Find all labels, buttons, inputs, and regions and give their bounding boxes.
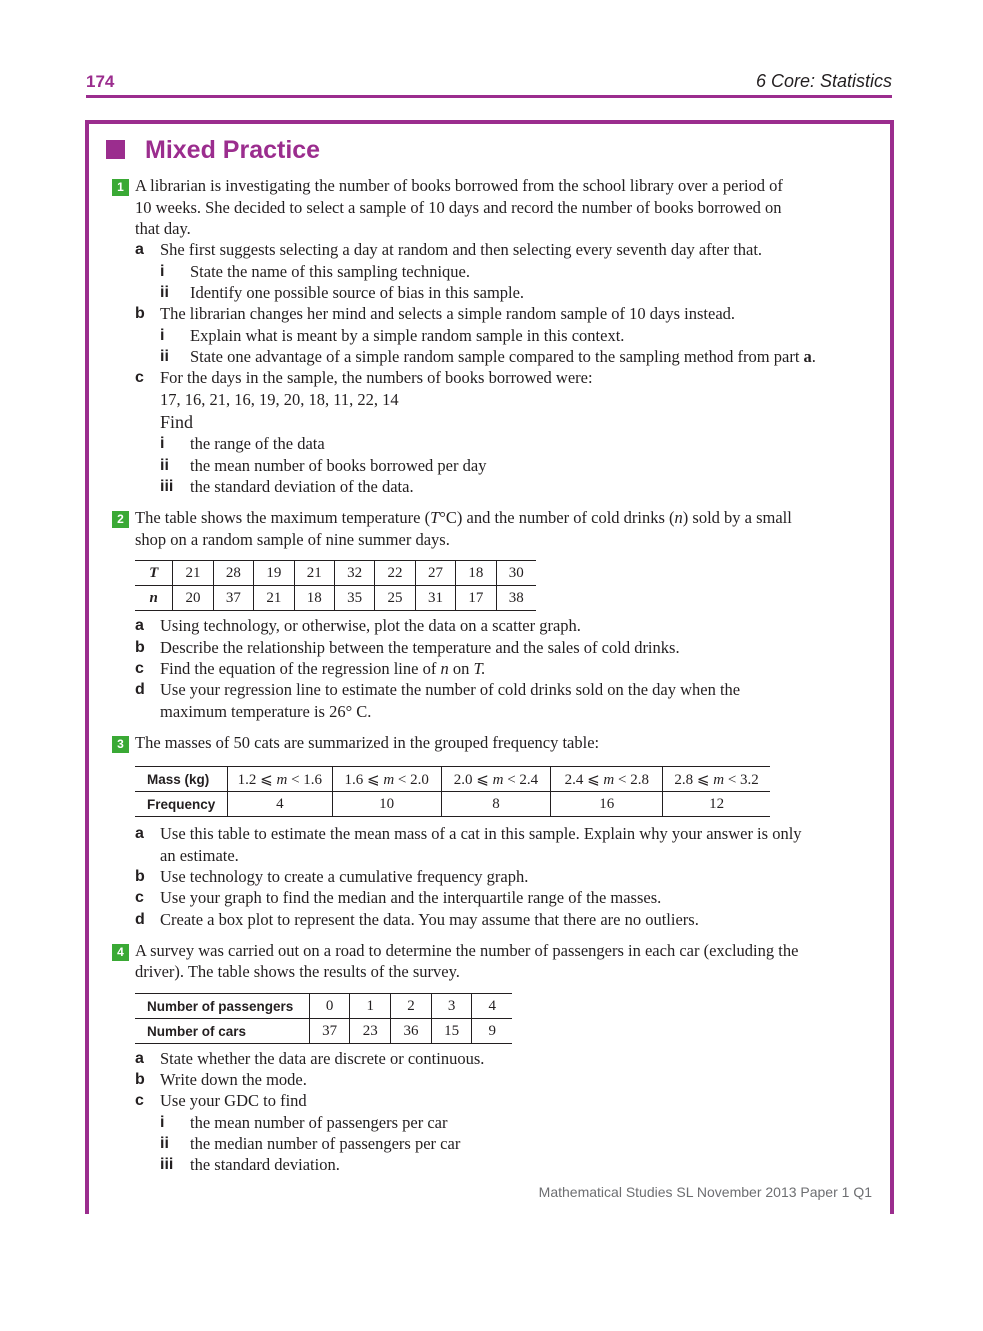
q4-part-c-iii-label: iii [160,1156,174,1173]
q2-part-a-label: a [135,617,144,634]
table-cell: 0 [309,994,350,1019]
q1-part-c-find: Find [160,412,194,432]
table-cell: 35 [334,586,374,611]
q4-part-c-i-label: i [160,1114,165,1131]
q1-part-c-ii-label: ii [160,457,169,474]
table-cell: 1.6 ⩽ m < 2.0 [332,767,441,792]
q1-part-c-iii-label: iii [160,478,174,495]
q1-part-c-iii: the standard deviation of the data. [190,477,414,496]
table-cell: 18 [456,561,496,586]
q1-part-b-ii: State one advantage of a simple random sample compared to the sampling method from part a. [190,347,816,366]
q1-part-a: She first suggests selecting a day at random and then selecting every seventh day after that. [160,240,763,259]
table-cell: 32 [334,561,374,586]
table-cell: 10 [332,792,441,817]
table-cell: 37 [309,1019,350,1044]
table-cell: 15 [431,1019,472,1044]
table-cell: 12 [663,792,770,817]
table-cell: 37 [213,586,253,611]
table-header-mass: Mass (kg) [135,767,227,792]
table-row [135,1019,512,1044]
table-header-T: T [135,561,173,586]
table-cell: 20 [173,586,213,611]
q3-part-d: Create a box plot to represent the data. You may assume that there are no outliers. [160,910,699,929]
table-cell: 19 [254,561,294,586]
table-cell: 1 [350,994,391,1019]
table-cell: 28 [213,561,253,586]
table-cell: 4 [227,792,332,817]
question-3-number: 3 [112,736,129,753]
q2-stem-line-1: The table shows the maximum temperature (T°C) and the number of cold drinks (n) sold by a small [135,508,792,527]
table-cell: 17 [456,586,496,611]
q4-part-c: Use your GDC to find [160,1091,307,1110]
table-cell: 2 [391,994,432,1019]
table-cell: 38 [496,586,536,611]
q1-part-c-label: c [135,369,144,386]
q1-part-c-i-label: i [160,435,165,452]
q4-part-c-label: c [135,1092,144,1109]
running-head: 6 Core: Statistics [755,71,892,91]
table-header-frequency: Frequency [135,792,227,817]
table-cell: 22 [375,561,415,586]
table-cell: 21 [173,561,213,586]
q2-part-b-label: b [135,639,145,656]
table-cell: 4 [472,994,512,1019]
table-cell: 8 [441,792,551,817]
table-header-n: n [135,586,173,611]
q1-stem-line-1: A librarian is investigating the number of books borrowed from the school library over a period of [135,176,783,195]
q1-part-a-label: a [135,241,144,258]
q4-part-a: State whether the data are discrete or continuous. [160,1049,485,1068]
q2-part-c-label: c [135,660,144,677]
q2-part-d-line-2: maximum temperature is 26° C. [160,702,372,721]
table-cell: 21 [254,586,294,611]
table-row [135,767,770,792]
q1-part-c: For the days in the sample, the numbers of books borrowed were: [160,368,593,387]
header-rule [86,95,892,98]
q4-stem-line-2: driver). The table shows the results of the survey. [135,962,460,981]
table-row [135,994,512,1019]
table-cell: 2.8 ⩽ m < 3.2 [663,767,770,792]
passengers-table [135,993,512,1044]
q2-part-b: Describe the relationship between the temperature and the sales of cold drinks. [160,638,680,657]
q2-stem-line-2: shop on a random sample of nine summer days. [135,530,450,549]
q3-part-a-label: a [135,825,144,842]
table-cell: 31 [415,586,455,611]
table-cell: 2.4 ⩽ m < 2.8 [551,767,663,792]
q3-part-b: Use technology to create a cumulative frequency graph. [160,867,529,886]
exam-source-citation: Mathematical Studies SL November 2013 Paper 1 Q1 [538,1184,872,1200]
table-cell: 16 [551,792,663,817]
question-4-number: 4 [112,944,129,961]
q4-part-b: Write down the mode. [160,1070,307,1089]
table-cell: 25 [375,586,415,611]
q1-part-c-i: the range of the data [190,434,325,453]
q3-part-a-line-1: Use this table to estimate the mean mass of a cat in this sample. Explain why your answer is only [160,824,802,843]
q1-part-a-ii-label: ii [160,284,169,301]
temperature-drinks-table [135,560,536,611]
q1-part-a-ii: Identify one possible source of bias in this sample. [190,283,525,302]
q4-part-c-ii: the median number of passengers per car [190,1134,461,1153]
q1-part-b: The librarian changes her mind and selects a simple random sample of 10 days instead. [160,304,736,323]
q3-part-c: Use your graph to find the median and the interquartile range of the masses. [160,888,662,907]
table-row [135,586,536,611]
q1-part-b-ii-label: ii [160,348,169,365]
q1-part-c-ii: the mean number of books borrowed per day [190,456,487,475]
q1-part-b-i: Explain what is meant by a simple random sample in this context. [190,326,625,345]
q2-part-d-label: d [135,681,145,698]
q4-part-c-i: the mean number of passengers per car [190,1113,448,1132]
table-cell: 3 [431,994,472,1019]
q4-part-b-label: b [135,1071,145,1088]
table-cell: 27 [415,561,455,586]
cat-mass-frequency-table [135,766,770,817]
table-row [135,561,536,586]
q3-part-d-label: d [135,911,145,928]
page-number: 174 [86,72,115,91]
q1-stem-line-3: that day. [135,219,191,238]
table-cell: 23 [350,1019,391,1044]
q2-part-c: Find the equation of the regression line of n on T. [160,659,486,678]
q2-part-a: Using technology, or otherwise, plot the data on a scatter graph. [160,616,581,635]
q4-stem-line-1: A survey was carried out on a road to determine the number of passengers in each car (excluding the [135,941,799,960]
q2-part-d-line-1: Use your regression line to estimate the number of cold drinks sold on the day when the [160,680,741,699]
question-2-number: 2 [112,511,129,528]
table-header-cars: Number of cars [135,1019,309,1044]
table-cell: 30 [496,561,536,586]
section-title: Mixed Practice [145,136,321,164]
table-cell: 18 [294,586,334,611]
q3-stem: The masses of 50 cats are summarized in the grouped frequency table: [135,733,600,752]
q4-part-c-iii: the standard deviation. [190,1155,340,1174]
table-row [135,792,770,817]
q3-part-b-label: b [135,868,145,885]
table-cell: 36 [391,1019,432,1044]
q1-part-b-label: b [135,305,145,322]
table-cell: 21 [294,561,334,586]
q1-part-b-i-label: i [160,327,165,344]
q1-part-c-data: 17, 16, 21, 16, 19, 20, 18, 11, 22, 14 [160,390,399,409]
table-header-passengers: Number of passengers [135,994,309,1019]
question-1-number: 1 [112,179,129,196]
q3-part-c-label: c [135,889,144,906]
q4-part-a-label: a [135,1050,144,1067]
q3-part-a-line-2: an estimate. [160,846,239,865]
q1-part-a-i-label: i [160,263,165,280]
q4-part-c-ii-label: ii [160,1135,169,1152]
section-square-icon [106,140,125,159]
q1-part-a-i: State the name of this sampling technique. [190,262,470,281]
table-cell: 9 [472,1019,512,1044]
table-cell: 2.0 ⩽ m < 2.4 [441,767,551,792]
q1-stem-line-2: 10 weeks. She decided to select a sample of 10 days and record the number of books borrowed on [135,198,782,217]
table-cell: 1.2 ⩽ m < 1.6 [227,767,332,792]
